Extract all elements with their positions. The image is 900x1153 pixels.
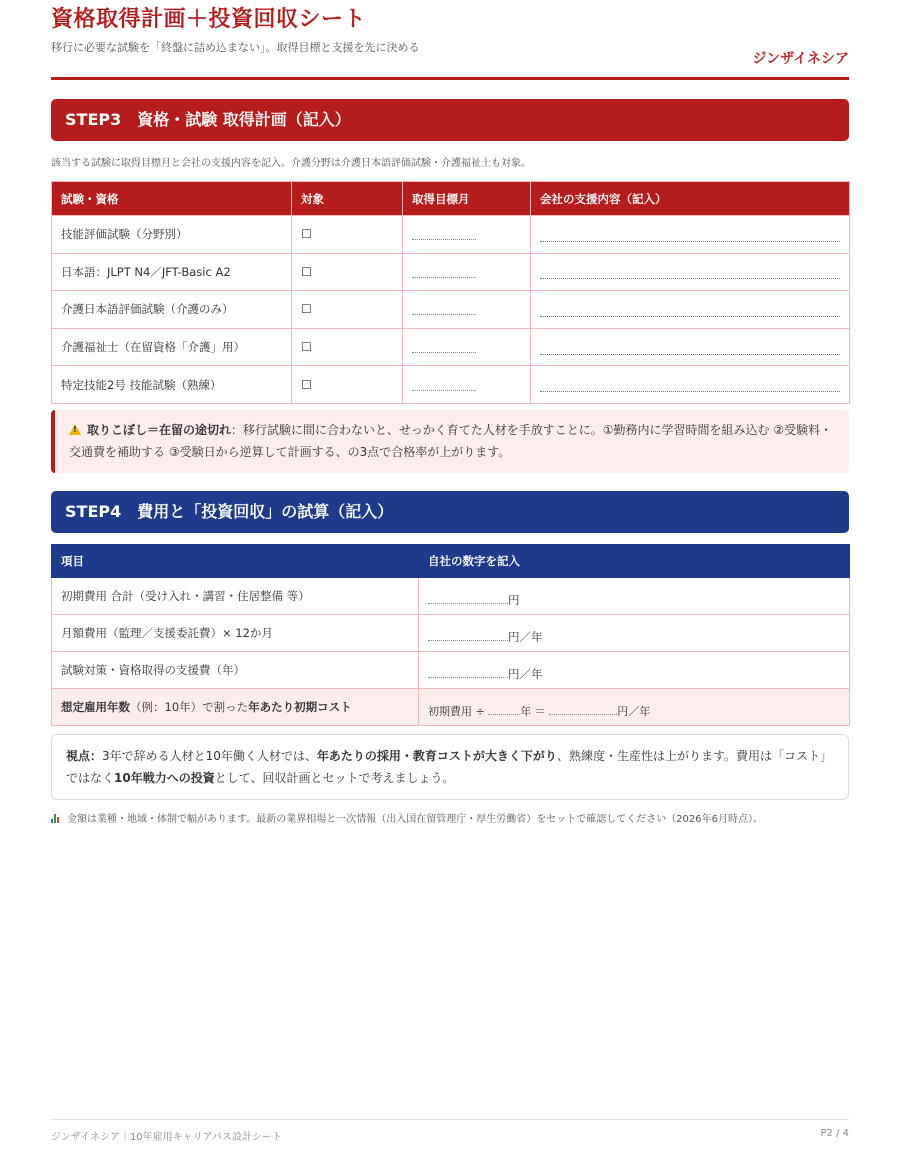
table-row	[52, 615, 850, 652]
viewpoint-bold: 10年戦力への投資	[114, 771, 215, 785]
exam-name: 技能評価試験（分野別）	[52, 216, 292, 254]
column-header: 項目	[52, 545, 419, 578]
table-row	[52, 328, 850, 366]
cost-item: 試験対策・資格取得の支援費（年）	[52, 652, 419, 689]
viewpoint-callout	[51, 734, 849, 800]
target-month-field[interactable]	[412, 239, 476, 240]
column-header: 取得目標月	[403, 182, 531, 216]
exam-name: 日本語：JLPT N4／JFT-Basic A2	[52, 253, 292, 291]
table-row	[52, 291, 850, 329]
page-subtitle: 移行に必要な試験を「終盤に詰め込まない」。取得目標と支援を先に決める	[51, 41, 420, 54]
support-content-field[interactable]	[540, 354, 840, 355]
formula-mid: 年 ＝	[520, 705, 550, 718]
warning-bold: 取りこぼし＝在留の途切れ	[87, 423, 232, 437]
viewpoint-text: 3年で辞める人材と10年働く人材では、	[102, 749, 317, 763]
certification-plan-table	[51, 181, 850, 404]
column-header: 自社の数字を記入	[419, 545, 850, 578]
cost-item-annual	[52, 689, 419, 726]
support-content-field[interactable]	[540, 241, 840, 242]
footer-doc-name: ジンザイネシア｜10年雇用キャリアパス設計シート	[51, 1132, 282, 1143]
amount-unit: 円／年	[508, 630, 543, 644]
target-checkbox[interactable]: ☐	[301, 377, 312, 392]
exam-name: 介護福祉士（在留資格「介護」用）	[52, 328, 292, 366]
target-month-field[interactable]	[412, 314, 476, 315]
exam-name: 介護日本語評価試験（介護のみ）	[52, 291, 292, 329]
amount-field[interactable]	[428, 677, 508, 678]
table-row	[52, 366, 850, 404]
target-month-field[interactable]	[412, 277, 476, 278]
target-checkbox[interactable]: ☐	[301, 264, 312, 279]
investment-table	[51, 544, 850, 726]
formula-unit: 円／年	[617, 705, 651, 718]
step3-note: 該当する試験に取得目標月と会社の支援内容を記入。介護分野は介護日本語評価試験・介護福祉士も対象。	[51, 158, 531, 169]
table-row	[52, 253, 850, 291]
brand-name: ジンザイネシア	[752, 51, 849, 67]
bar-chart-icon	[51, 814, 61, 823]
page-header	[51, 0, 849, 80]
table-row	[52, 689, 850, 726]
step4-heading: STEP4 費用と「投資回収」の試算（記入）	[51, 491, 849, 533]
column-header: 対象	[292, 182, 403, 216]
amount-unit: 円	[508, 593, 520, 607]
viewpoint-text: として、回収計画とセットで考えましょう。	[214, 771, 455, 785]
exam-name: 特定技能2号 技能試験（熟練）	[52, 366, 292, 404]
support-content-field[interactable]	[540, 278, 840, 279]
column-header: 試験・資格	[52, 182, 292, 216]
table-row	[52, 216, 850, 254]
warning-icon	[69, 424, 81, 435]
table-header-row	[52, 182, 850, 216]
target-checkbox[interactable]: ☐	[301, 227, 312, 242]
table-row	[52, 652, 850, 689]
target-checkbox[interactable]: ☐	[301, 302, 312, 317]
footnote	[51, 810, 763, 825]
page-footer	[51, 1119, 849, 1143]
warning-callout	[51, 410, 849, 473]
step3-heading: STEP3 資格・試験 取得計画（記入）	[51, 99, 849, 141]
target-month-field[interactable]	[412, 390, 476, 391]
annual-cost-field[interactable]	[549, 714, 617, 715]
viewpoint-bold: 年あたりの採用・教育コストが大きく下がり	[316, 749, 557, 763]
page-number: P2 / 4	[820, 1128, 849, 1139]
viewpoint-label: 視点：	[66, 749, 103, 763]
amount-field[interactable]	[428, 603, 508, 604]
support-content-field[interactable]	[540, 316, 840, 317]
target-month-field[interactable]	[412, 352, 476, 353]
table-row	[52, 578, 850, 615]
viewpoint-text: 、熟練度・生産性は上がります。費用は「コスト」ではなく	[66, 749, 832, 785]
formula-prefix: 初期費用 ÷	[428, 705, 489, 718]
amount-field[interactable]	[428, 640, 508, 641]
support-content-field[interactable]	[540, 391, 840, 392]
item-text: （例：10年）で割った	[130, 700, 249, 714]
warning-text: ：移行試験に間に合わないと、せっかく育てた人材を手放すことに。①勤務内に学習時間を組み込む ②受験料・交通費を補助する ③受験日から逆算して計画する、の3点で合格率が上がります。	[69, 423, 833, 459]
item-bold: 想定雇用年数	[61, 700, 130, 714]
target-checkbox[interactable]: ☐	[301, 340, 312, 355]
item-bold: 年あたり初期コスト	[248, 700, 352, 714]
page-title: 資格取得計画＋投資回収シート	[51, 7, 367, 32]
years-field[interactable]	[488, 714, 520, 715]
footnote-text: 金額は業種・地域・体制で幅があります。最新の業界相場と一次情報（出入国在留管理庁・厚生労働省）をセットで確認してください（2026年6月時点）。	[67, 814, 764, 825]
amount-unit: 円／年	[508, 667, 543, 681]
column-header: 会社の支援内容（記入）	[531, 182, 850, 216]
cost-item: 月額費用（監理／支援委託費）× 12か月	[52, 615, 419, 652]
table-header-row	[52, 545, 850, 578]
cost-item: 初期費用 合計（受け入れ・講習・住居整備 等）	[52, 578, 419, 615]
